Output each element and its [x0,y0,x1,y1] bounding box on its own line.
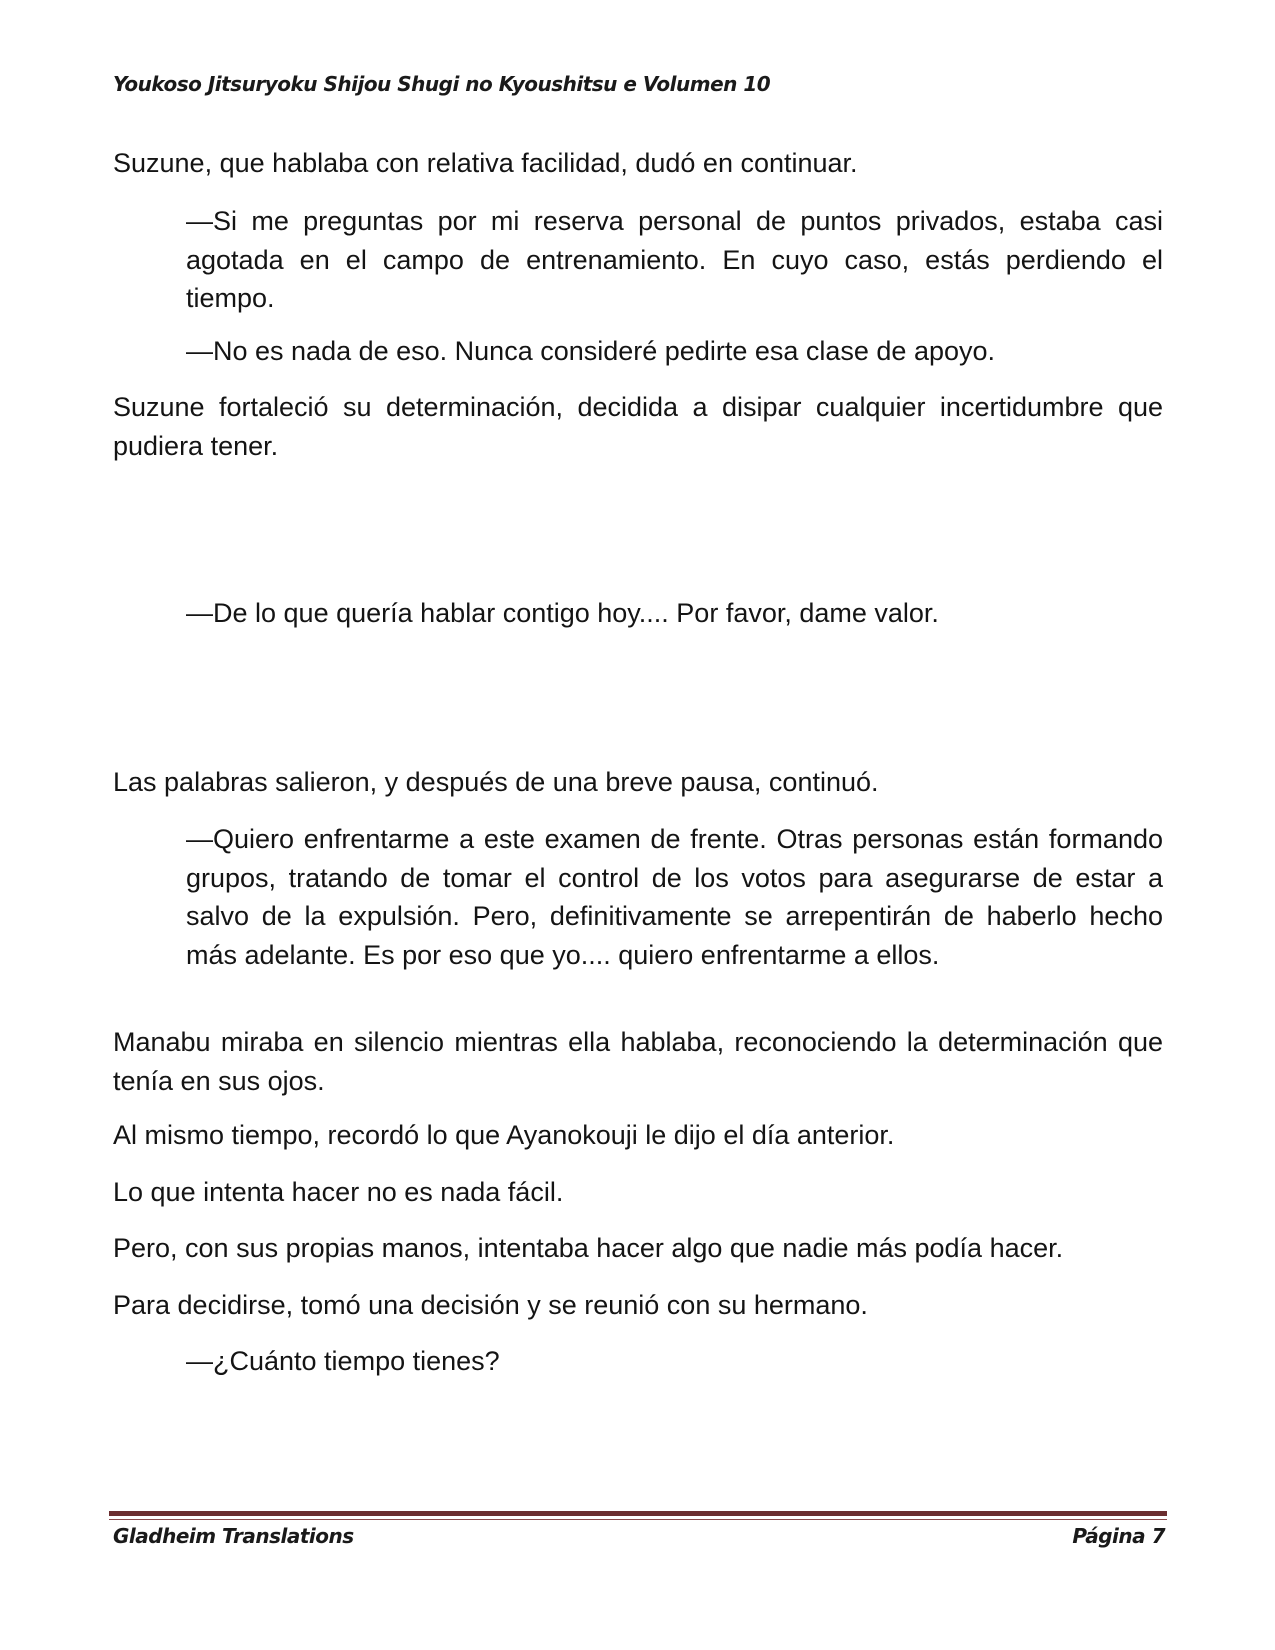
footer-page-number: Página 7 [1072,1524,1165,1548]
dialogue-paragraph-7: —Quiero enfrentarme a este examen de frente. Otras personas están formando grupos, tratando de tomar el control de los votos para asegurarse de estar a salvo de la expulsión. Pero, definitivamente se arrepentirán de haberlo hecho más adelante. Es por eso que yo.... quiero enfrentarme a ellos. [186,824,1163,970]
dialogue-paragraph-5: —De lo que quería hablar contigo hoy.... Por favor, dame valor. [186,598,939,628]
footer-divider-line-thin [109,1519,1167,1520]
paragraph-1: Suzune, que hablaba con relativa facilidad, dudó en continuar. [113,148,858,178]
paragraph-4: Suzune fortaleció su determinación, decidida a disipar cualquier incertidumbre que pudiera tener. [113,392,1163,461]
paragraph-8: Manabu miraba en silencio mientras ella hablaba, reconociendo la determinación que tenía en sus ojos. [113,1027,1163,1096]
paragraph-6: Las palabras salieron, y después de una breve pausa, continuó. [113,767,879,797]
paragraph-11: Pero, con sus propias manos, intentaba hacer algo que nadie más podía hacer. [113,1233,1064,1263]
paragraph-10: Lo que intenta hacer no es nada fácil. [113,1177,564,1207]
footer-divider-line [109,1511,1167,1516]
paragraph-9: Al mismo tiempo, recordó lo que Ayanokouji le dijo el día anterior. [113,1120,895,1150]
paragraph-12: Para decidirse, tomó una decisión y se reunió con su hermano. [113,1290,868,1320]
dialogue-paragraph-13: —¿Cuánto tiempo tienes? [186,1346,500,1376]
dialogue-paragraph-2: —Si me preguntas por mi reserva personal de puntos privados, estaba casi agotada en el campo de entrenamiento. En cuyo caso, estás perdiendo el tiempo. [186,206,1163,313]
running-header-title: Youkoso Jitsuryoku Shijou Shugi no Kyoushitsu e Volumen 10 [113,72,771,96]
dialogue-paragraph-3: —No es nada de eso. Nunca consideré pedirte esa clase de apoyo. [186,336,996,366]
footer-publisher: Gladheim Translations [113,1524,354,1548]
